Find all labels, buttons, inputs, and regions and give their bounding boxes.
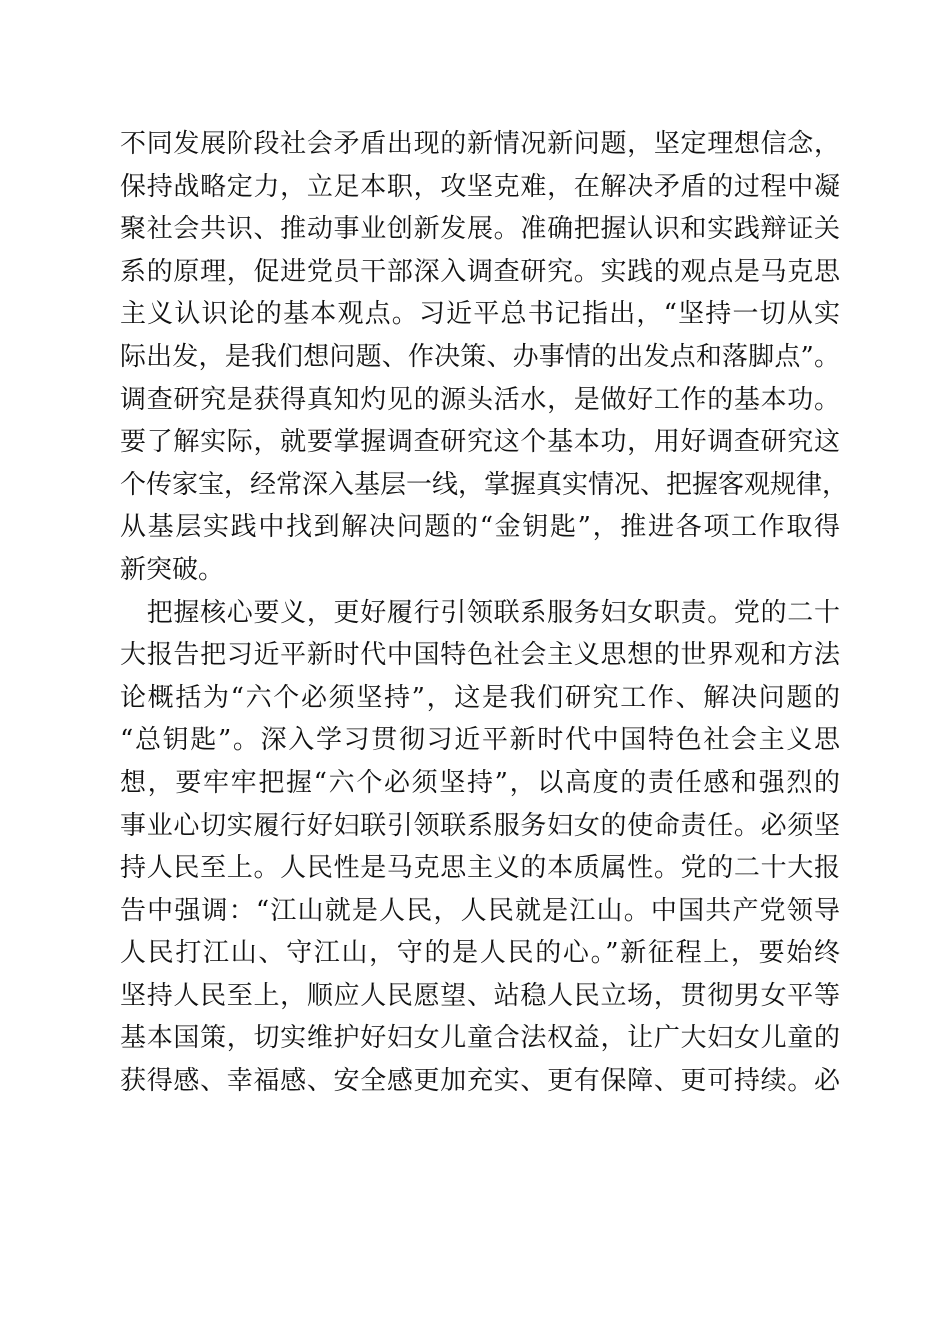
text-line: 从基层实践中找到解决问题的“金钥匙”，推进各项工作取得 [120, 512, 840, 543]
paragraph-1 [120, 123, 849, 592]
text-line: 调查研究是获得真知灼见的源头活水，是做好工作的基本功。 [120, 384, 840, 415]
text-line: 论概括为“六个必须坚持”，这是我们研究工作、解决问题的 [120, 682, 840, 713]
text-line: 新突破。 [120, 554, 225, 585]
text-line: 主义认识论的基本观点。习近平总书记指出，“坚持一切从实 [120, 299, 840, 330]
text-line: “总钥匙”。深入学习贯彻习近平新时代中国特色社会主义思 [120, 725, 840, 756]
text-line: 持人民至上。人民性是马克思主义的本质属性。党的二十大报 [120, 853, 840, 884]
text-line: 要了解实际，就要掌握调查研究这个基本功，用好调查研究这 [120, 427, 840, 458]
text-line: 大报告把习近平新时代中国特色社会主义思想的世界观和方法 [120, 640, 840, 671]
text-line: 坚持人民至上，顺应人民愿望、站稳人民立场，贯彻男女平等 [120, 980, 840, 1011]
text-line: 聚社会共识、推动事业创新发展。准确把握认识和实践辩证关 [120, 214, 840, 245]
text-line: 基本国策，切实维护好妇女儿童合法权益，让广大妇女儿童的 [120, 1023, 840, 1054]
text-line: 人民打江山、守江山，守的是人民的心。”新征程上，要始终 [120, 938, 840, 969]
text-line: 际出发，是我们想问题、作决策、办事情的出发点和落脚点”。 [120, 341, 840, 372]
text-line: 事业心切实履行好妇联引领联系服务妇女的使命责任。必须坚 [120, 810, 840, 841]
text-line: 获得感、幸福感、安全感更加充实、更有保障、更可持续。必 [120, 1066, 840, 1097]
text-line: 不同发展阶段社会矛盾出现的新情况新问题，坚定理想信念， [120, 129, 840, 159]
text-line: 系的原理，促进党员干部深入调查研究。实践的观点是马克思 [120, 256, 840, 287]
text-line: 想，要牢牢把握“六个必须坚持”，以高度的责任感和强烈的 [120, 767, 840, 798]
paragraph-2 [120, 592, 840, 1103]
text-line: 把握核心要义，更好履行引领联系服务妇女职责。党的二十 [120, 597, 840, 628]
text-line: 告中强调：“江山就是人民，人民就是江山。中国共产党领导 [120, 895, 840, 926]
text-line: 保持战略定力，立足本职，攻坚克难，在解决矛盾的过程中凝 [120, 171, 840, 202]
body-text [120, 123, 849, 1103]
text-line: 个传家宝，经常深入基层一线，掌握真实情况、把握客观规律， [120, 469, 849, 500]
